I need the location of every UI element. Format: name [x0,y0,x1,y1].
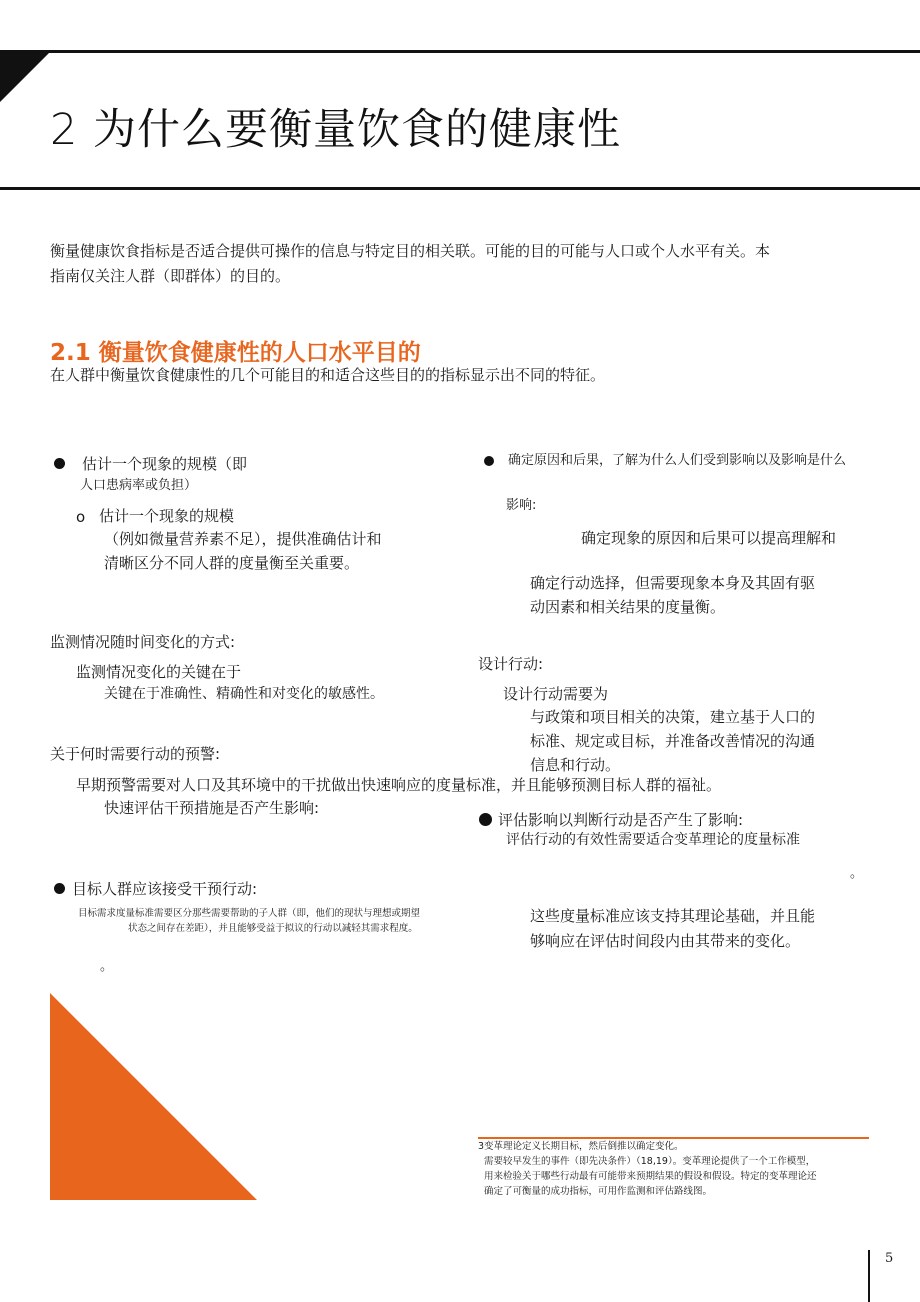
design-heading: 设计行动: [478,655,544,673]
bullet-icon [54,458,65,469]
sub-bullet-marker: o [76,508,86,526]
evaluate-heading: 评估影响以判断行动是否产生了影响: [498,811,744,829]
footnote-line-4: 确定了可衡量的成功指标，可用作监测和评估路线图。 [484,1186,713,1197]
evaluate-line-1: 评估行动的有效性需要适合变革理论的度量标准 [506,832,800,848]
cause-line-1: 影响: [506,498,537,513]
page-title: 2 为什么要衡量饮食的健康性 [50,105,622,155]
design-line-1: 设计行动需要为 [503,685,609,703]
cause-line-2: 确定现象的原因和后果可以提高理解和 [581,529,837,547]
cause-line-3: 确定行动选择，但需要现象本身及其固有驱 [530,574,816,592]
footnote-line-2: 需要较早发生的事件（即先决条件）（18,19）。变革理论提供了一个工作模型， [484,1156,816,1167]
warning-line-1: 早期预警需要对人口及其环境中的干扰做出快速响应的度量标准，并且能够预测目标人群的福祉。 [76,776,722,794]
cause-heading: 确定原因和后果，了解为什么人们受到影响以及影响是什么 [508,453,847,468]
evaluate-period: 。 [850,866,864,881]
bullet-icon [54,883,65,894]
page-number-rule [868,1250,870,1302]
scale-sub-line-3: 清晰区分不同人群的度量衡至关重要。 [104,554,360,572]
target-line-1: 目标需求度量标准需要区分那些需要帮助的子人群（即，他们的现状与理想或期望 [78,908,421,919]
cause-line-4: 动因素和相关结果的度量衡。 [530,598,726,616]
design-line-2: 与政策和项目相关的决策，建立基于人口的 [530,708,816,726]
target-heading: 目标人群应该接受干预行动: [72,880,258,898]
target-period: 。 [100,959,114,974]
section-heading: 2.1 衡量饮食健康性的人口水平目的 [50,340,421,366]
intro-line-1: 衡量健康饮食指标是否适合提供可操作的信息与特定目的相关联。可能的目的可能与人口或个人水平有关。本 [50,242,771,260]
evaluate-line-2: 这些度量标准应该支持其理论基础，并且能 [530,907,816,925]
scale-bullet-subtitle: 人口患病率或负担） [80,478,198,493]
footnote-line-3: 用来检验关于哪些行动最有可能带来预期结果的假设和假设。特定的变革理论还 [484,1171,817,1182]
top-rule [0,50,920,53]
bullet-icon [479,813,492,826]
intro-line-2: 指南仅关注人群（即群体）的目的。 [50,267,291,285]
evaluate-line-3: 够响应在评估时间段内由其带来的变化。 [530,932,801,950]
design-line-3: 标准、规定或目标，并准备改善情况的沟通 [530,732,816,750]
monitor-line-2: 关键在于准确性、精确性和对变化的敏感性。 [104,686,384,702]
section-subtext: 在人群中衡量饮食健康性的几个可能目的和适合这些目的的指标显示出不同的特征。 [50,366,606,384]
warning-heading: 关于何时需要行动的预警: [50,745,221,763]
orange-triangle [50,993,257,1200]
page-number: 5 [885,1251,894,1266]
monitor-line-1: 监测情况变化的关键在于 [76,663,242,681]
target-line-2: 状态之间存在差距），并且能够受益于拟议的行动以减轻其需求程度。 [128,923,418,934]
corner-triangle [0,52,50,102]
footnote-line-1: 3变革理论定义长期目标，然后倒推以确定变化。 [478,1141,684,1152]
bullet-icon [484,456,494,466]
title-bottom-rule [0,187,920,190]
monitor-heading: 监测情况随时间变化的方式: [50,633,236,651]
warning-line-2: 快速评估干预措施是否产生影响: [104,799,320,817]
scale-bullet-title: 估计一个现象的规模（即 [82,455,248,473]
design-line-4: 信息和行动。 [530,756,621,774]
scale-sub-line-2: （例如微量营养素不足），提供准确估计和 [104,530,382,548]
scale-sub-line-1: 估计一个现象的规模 [99,507,235,525]
